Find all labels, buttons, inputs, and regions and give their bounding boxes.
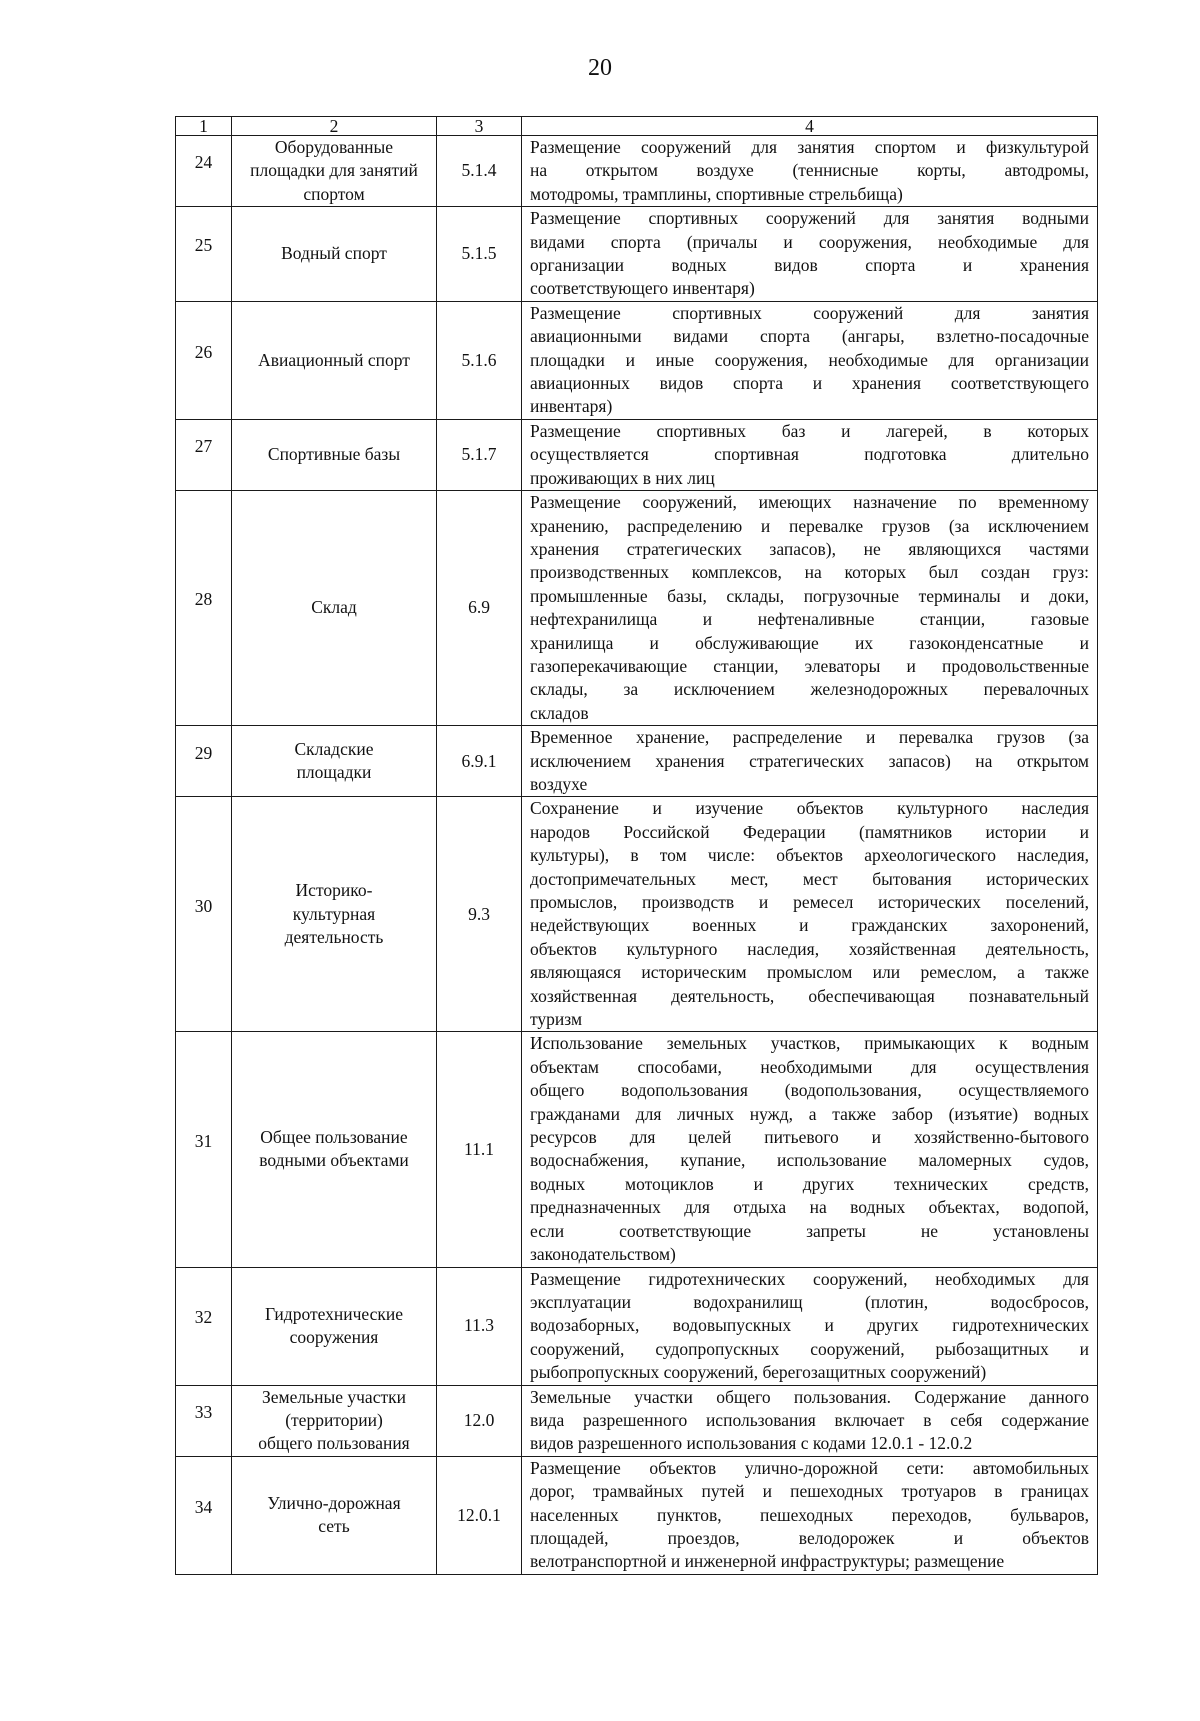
row-number xyxy=(176,1032,232,1267)
land-use-name-line: водными объектами xyxy=(259,1150,409,1171)
row-number-text: 30 xyxy=(194,895,213,916)
land-use-code: 12.0.1 xyxy=(437,1456,522,1574)
row-number xyxy=(176,419,232,490)
description-line: исключением хранения стратегических запасов) на открытом xyxy=(530,750,1089,771)
table-row xyxy=(176,797,1098,1032)
description-line: площадей, проездов, велодорожек и объектов xyxy=(530,1527,1089,1548)
description-line: соответствующего инвентаря) xyxy=(530,278,755,299)
description-line: если соответствующие запреты не установлены xyxy=(530,1220,1089,1241)
description-line: видами спорта (причалы и сооружения, необходимые для xyxy=(530,231,1089,252)
table-row xyxy=(176,1385,1098,1456)
land-use-name xyxy=(232,491,437,726)
land-use-name-line: общего пользования xyxy=(258,1433,410,1454)
description-line: Сохранение и изучение объектов культурного наследия xyxy=(530,798,1089,819)
land-use-name xyxy=(232,419,437,490)
land-use-description xyxy=(522,136,1098,207)
land-use-name-line: Водный спорт xyxy=(281,243,387,264)
land-use-code: 5.1.6 xyxy=(437,301,522,419)
row-number-text: 28 xyxy=(194,589,213,610)
description-line: народов Российской Федерации (памятников истории и xyxy=(530,821,1089,842)
description-line: организации водных видов спорта и хранения xyxy=(530,255,1089,276)
row-number xyxy=(176,1456,232,1574)
land-use-name xyxy=(232,726,437,797)
land-use-code: 11.1 xyxy=(437,1032,522,1267)
row-number-text: 25 xyxy=(194,235,213,256)
row-number-text: 24 xyxy=(194,152,213,173)
description-line: на открытом воздухе (теннисные корты, автодромы, xyxy=(530,160,1089,181)
row-number-text: 29 xyxy=(194,742,213,763)
description-line: Размещение спортивных сооружений для занятия водными xyxy=(530,208,1089,229)
description-line: Размещение спортивных баз и лагерей, в которых xyxy=(530,420,1089,441)
table-header-row xyxy=(176,117,1098,136)
land-use-name-line: Историко- xyxy=(295,880,373,901)
description-line: достопримечательных мест, мест бытования исторических xyxy=(530,868,1089,889)
land-use-description xyxy=(522,301,1098,419)
land-use-name xyxy=(232,207,437,302)
table-row xyxy=(176,726,1098,797)
table-row xyxy=(176,1267,1098,1385)
table-body xyxy=(176,117,1098,1575)
land-use-name xyxy=(232,797,437,1032)
description-line: видов разрешенного использования с кодами 12.0.1 - 12.0.2 xyxy=(530,1433,973,1454)
row-number xyxy=(176,1267,232,1385)
land-use-code: 12.0 xyxy=(437,1385,522,1456)
land-use-name xyxy=(232,1456,437,1574)
description-line: водных мотоциклов и других технических средств, xyxy=(530,1173,1089,1194)
table-row xyxy=(176,301,1098,419)
description-line: туризм xyxy=(530,1009,583,1030)
description-line: водозаборных, водовыпускных и других гидротехнических xyxy=(530,1315,1089,1336)
land-use-code: 11.3 xyxy=(437,1267,522,1385)
row-number xyxy=(176,726,232,797)
land-use-description xyxy=(522,1032,1098,1267)
description-line: Размещение объектов улично-дорожной сети: автомобильных xyxy=(530,1457,1089,1478)
page-number: 20 xyxy=(588,55,612,81)
land-use-name-line: Земельные участки xyxy=(262,1386,406,1407)
description-line: мотодромы, трамплины, спортивные стрельбища) xyxy=(530,183,903,204)
land-use-name xyxy=(232,1032,437,1267)
row-number-text: 33 xyxy=(194,1401,213,1422)
description-line: предназначенных для отдыха на водных объектах, водопой, xyxy=(530,1197,1089,1218)
description-line: являющаяся историческим промыслом или ремеслом, а также xyxy=(530,962,1089,983)
description-line: инвентаря) xyxy=(530,396,613,417)
land-use-name-line: культурная xyxy=(292,903,376,924)
land-use-description xyxy=(522,797,1098,1032)
land-use-code: 5.1.5 xyxy=(437,207,522,302)
row-number xyxy=(176,491,232,726)
description-line: складов xyxy=(530,702,589,723)
land-use-description xyxy=(522,207,1098,302)
land-use-description xyxy=(522,491,1098,726)
description-line: водоснабжения, купание, использование маломерных судов, xyxy=(530,1150,1089,1171)
land-use-name-line: Склад xyxy=(311,597,357,618)
description-line: велотранспортной и инженерной инфраструктуры; размещение xyxy=(530,1551,1005,1572)
table-row xyxy=(176,136,1098,207)
description-line: культуры), в том числе: объектов археологического наследия, xyxy=(530,845,1089,866)
land-use-code: 5.1.7 xyxy=(437,419,522,490)
land-use-name-line: Складские xyxy=(294,738,374,759)
description-line: авиационных видов спорта и хранения соответствующего xyxy=(530,373,1089,394)
description-line: проживающих в них лиц xyxy=(530,467,715,488)
description-line: хранению, распределению и перевалке грузов (за исключением xyxy=(530,515,1089,536)
header-col-2: 2 xyxy=(232,117,437,136)
land-use-name-line: площадки для занятий xyxy=(250,160,418,181)
land-use-name-line: сооружения xyxy=(289,1327,379,1348)
land-use-name-line: площадки xyxy=(296,762,372,783)
description-line: осуществляется спортивная подготовка длительно xyxy=(530,444,1089,465)
land-use-code: 5.1.4 xyxy=(437,136,522,207)
description-line: гражданами для личных нужд, а также забор (изъятие) водных xyxy=(530,1103,1089,1124)
description-line: Размещение спортивных сооружений для занятия xyxy=(530,302,1089,323)
description-line: объектов культурного наследия, хозяйственная деятельность, xyxy=(530,938,1089,959)
header-col-3: 3 xyxy=(437,117,522,136)
header-col-1: 1 xyxy=(176,117,232,136)
row-number-text: 31 xyxy=(194,1130,213,1151)
land-use-code: 6.9.1 xyxy=(437,726,522,797)
header-col-4: 4 xyxy=(522,117,1098,136)
land-use-name xyxy=(232,301,437,419)
description-line: хранилища и обслуживающие их газоконденсатные и xyxy=(530,632,1089,653)
description-line: ресурсов для целей питьевого и хозяйственно-бытового xyxy=(530,1127,1089,1148)
description-line: Размещение сооружений, имеющих назначение по временному xyxy=(530,492,1089,513)
land-use-name xyxy=(232,1385,437,1456)
row-number xyxy=(176,301,232,419)
land-use-name xyxy=(232,136,437,207)
land-use-name-line: Оборудованные xyxy=(274,137,394,157)
description-line: склады, за исключением железнодорожных перевалочных xyxy=(530,679,1089,700)
description-line: промыслов, производств и ремесел исторических поселений, xyxy=(530,892,1089,912)
description-line: вида разрешенного использования включает в себя содержание xyxy=(530,1409,1089,1430)
description-line: сооружений, судопропускных сооружений, рыбозащитных и xyxy=(530,1338,1089,1359)
description-line: Земельные участки общего пользования. Содержание данного xyxy=(530,1386,1089,1407)
land-use-name-line: (территории) xyxy=(285,1409,383,1430)
land-use-description xyxy=(522,726,1098,797)
description-line: нефтехранилища и нефтеналивные станции, газовые xyxy=(530,609,1089,630)
table-row xyxy=(176,491,1098,726)
description-line: Временное хранение, распределение и перевалка грузов (за xyxy=(530,727,1089,748)
table-row xyxy=(176,1456,1098,1574)
land-use-name xyxy=(232,1267,437,1385)
description-line: дорог, трамвайных путей и пешеходных тротуаров в границах xyxy=(530,1481,1089,1502)
description-line: объектам способами, необходимыми для осуществления xyxy=(530,1056,1089,1077)
description-line: общего водопользования (водопользования, осуществляемого xyxy=(530,1080,1089,1101)
description-line: населенных пунктов, пешеходных переходов, бульваров, xyxy=(530,1504,1089,1525)
row-number-text: 27 xyxy=(194,436,213,457)
description-line: эксплуатации водохранилищ (плотин, водосбросов, xyxy=(530,1291,1089,1312)
row-number xyxy=(176,797,232,1032)
description-line: промышленные базы, склады, погрузочные терминалы и доки, xyxy=(530,585,1089,606)
land-use-name-line: Спортивные базы xyxy=(267,444,401,465)
row-number xyxy=(176,207,232,302)
description-line: законодательством) xyxy=(530,1244,676,1265)
land-use-description xyxy=(522,1267,1098,1385)
land-use-description xyxy=(522,1385,1098,1456)
description-line: рыбопропускных сооружений, берегозащитных сооружений) xyxy=(530,1362,987,1383)
table-row xyxy=(176,1032,1098,1267)
row-number xyxy=(176,1385,232,1456)
description-line: воздухе xyxy=(530,773,588,794)
description-line: хозяйственная деятельность, обеспечивающая познавательный xyxy=(530,985,1089,1006)
land-use-name-line: Гидротехнические xyxy=(264,1303,404,1324)
description-line: площадки и иные сооружения, необходимые для организации xyxy=(530,349,1089,370)
row-number xyxy=(176,136,232,207)
description-line: газоперекачивающие станции, элеваторы и продовольственные xyxy=(530,655,1089,676)
land-use-name-line: Общее пользование xyxy=(260,1127,408,1148)
land-use-code: 6.9 xyxy=(437,491,522,726)
table-row xyxy=(176,419,1098,490)
description-line: Размещение сооружений для занятия спортом и физкультурой xyxy=(530,137,1089,157)
row-number-text: 32 xyxy=(194,1307,213,1328)
land-use-name-line: спортом xyxy=(303,183,365,204)
row-number-text: 34 xyxy=(194,1496,213,1517)
table-row xyxy=(176,207,1098,302)
land-use-description xyxy=(522,1456,1098,1574)
land-use-description xyxy=(522,419,1098,490)
description-line: хранения стратегических запасов), не являющихся частями xyxy=(530,538,1089,559)
land-use-name-line: Авиационный спорт xyxy=(258,349,410,370)
description-line: Размещение гидротехнических сооружений, необходимых для xyxy=(530,1268,1089,1289)
land-use-code: 9.3 xyxy=(437,797,522,1032)
land-use-table xyxy=(175,116,1098,1575)
description-line: производственных комплексов, на которых был создан груз: xyxy=(530,562,1089,583)
land-use-name-line: деятельность xyxy=(284,927,384,948)
description-line: недействующих военных и гражданских захоронений, xyxy=(530,915,1089,936)
land-use-name-line: сеть xyxy=(318,1516,350,1537)
description-line: Использование земельных участков, примыкающих к водным xyxy=(530,1033,1089,1054)
row-number-text: 26 xyxy=(194,341,213,362)
description-line: авиационными видами спорта (ангары, взлетно-посадочные xyxy=(530,326,1089,347)
land-use-name-line: Улично-дорожная xyxy=(267,1492,401,1513)
